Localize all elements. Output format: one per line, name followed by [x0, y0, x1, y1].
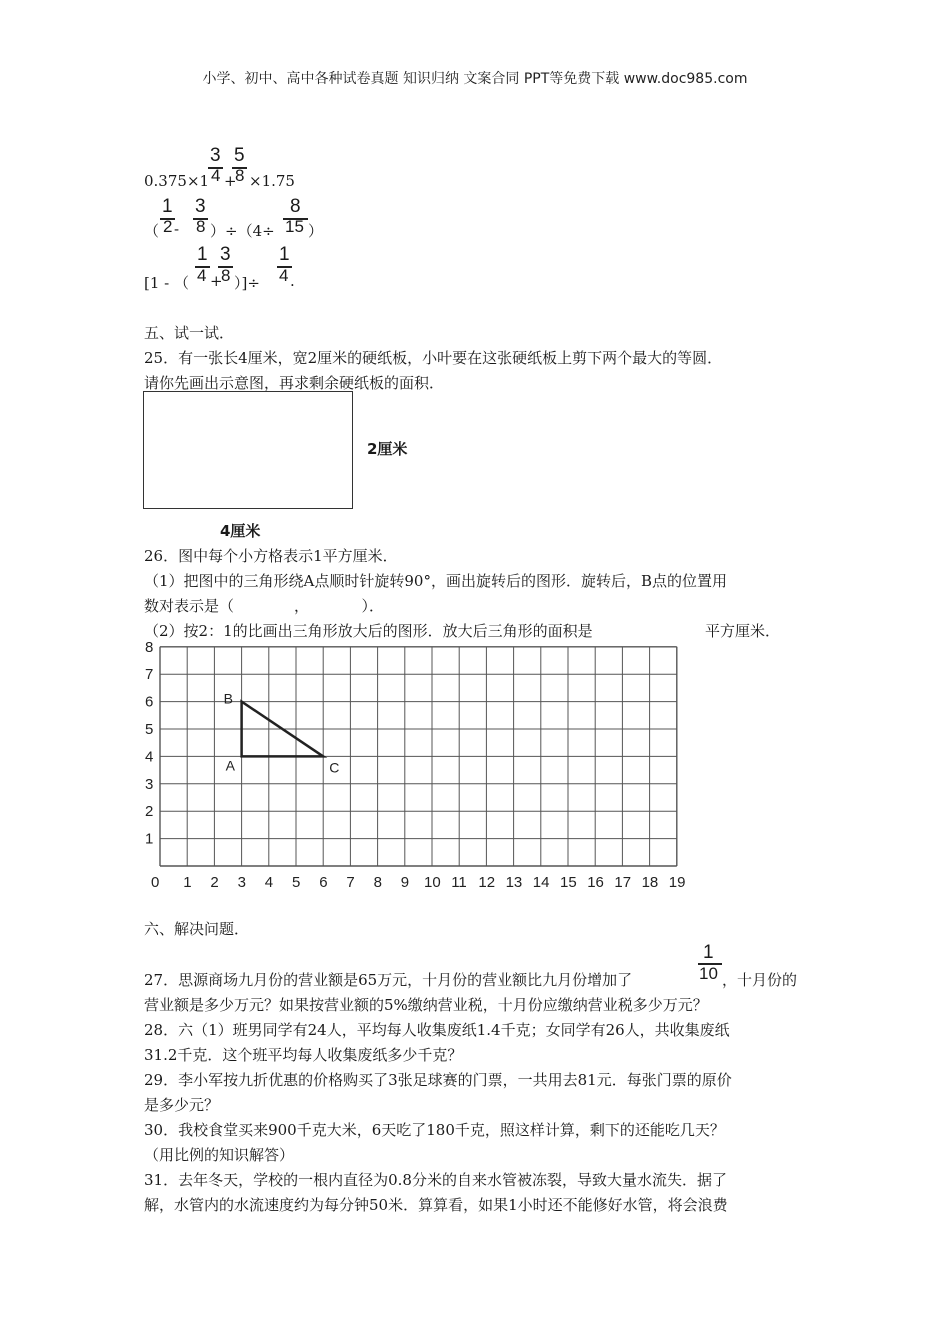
frac-numerator: 8 — [290, 196, 301, 217]
section-title: 五、试一试． — [144, 324, 235, 342]
x-tick-label: 1 — [183, 874, 192, 891]
x-tick-label: 18 — [641, 874, 659, 891]
question-26-part-1-line-1: （1）把图中的三角形绕A点顺时针旋转90°，画出旋转后的图形．旋转后，B点的位置用 — [144, 572, 727, 590]
x-tick-label: 16 — [587, 874, 604, 891]
y-tick-label: 8 — [145, 638, 154, 656]
x-tick-label: 9 — [400, 874, 410, 891]
question-31-line-1: 31．去年冬天，学校的一根内直径为0.8分米的自来水管被冻裂，导致大量水流失．据了 — [144, 1171, 727, 1189]
x-tick-label: 4 — [264, 874, 274, 891]
rectangle-width-label: 4厘米 — [220, 522, 261, 540]
question-26-line-1: 26．图中每个小方格表示1平方厘米． — [144, 547, 398, 565]
question-29-line-1: 29．李小军按九折优惠的价格购买了3张足球赛的门票，一共用去81元．每张门票的原价 — [144, 1071, 732, 1089]
expr-text: ）÷（4÷ — [210, 222, 275, 240]
x-tick-label: 19 — [668, 874, 686, 891]
question-27-line-1: 27．思源商场九月份的营业额是65万元，十月份的营业额比九月份增加了 — [144, 971, 633, 989]
x-tick-label: 11 — [451, 874, 467, 891]
x-tick-label: 8 — [373, 874, 382, 891]
x-tick-label: 2 — [210, 874, 219, 891]
question-25-line-1: 25．有一张长4厘米，宽2厘米的硬纸板，小叶要在这张硬纸板上剪下两个最大的等圆． — [144, 349, 723, 367]
frac-denominator: 15 — [285, 217, 304, 236]
operator: + — [210, 272, 223, 290]
x-tick-label: 7 — [346, 874, 355, 891]
y-tick-label: 4 — [145, 748, 154, 766]
expr-text: ×1.75 — [249, 172, 295, 190]
page-header: 小学、初中、高中各种试卷真题 知识归纳 文案合同 PPT等免费下载 www.doc985.com — [202, 71, 748, 87]
question-25-line-2: 请你先画出示意图，再求剩余硬纸板的面积． — [144, 374, 445, 392]
x-tick-label: 13 — [505, 874, 523, 891]
y-tick-label: 6 — [145, 693, 154, 711]
frac-numerator: 3 — [195, 196, 206, 217]
y-tick-label: 1 — [145, 830, 154, 848]
question-26-part-2: （2）按2：1的比画出三角形放大后的图形．放大后三角形的面积是 — [144, 622, 593, 640]
question-28-line-1: 28．六（1）班男同学有24人，平均每人收集废纸1.4千克；女同学有26人，共收集废纸 — [144, 1021, 730, 1039]
x-tick-label: 5 — [292, 874, 301, 891]
x-tick-label: 17 — [614, 874, 632, 891]
frac-denominator: 8 — [235, 166, 245, 185]
x-tick-label: 0 — [151, 874, 160, 891]
frac-numerator: 5 — [234, 145, 245, 166]
x-tick-label: 6 — [319, 874, 328, 891]
frac-numerator: 3 — [220, 244, 231, 265]
expr-text: [1 - （ — [144, 274, 190, 292]
expr-text: ）]÷ — [234, 274, 260, 292]
frac-denominator: 8 — [221, 266, 231, 285]
rectangle-height-label: 2厘米 — [367, 440, 408, 458]
question-30-line-2: （用比例的知识解答） — [144, 1146, 295, 1164]
y-tick-label: 2 — [145, 803, 154, 821]
frac-denominator: 10 — [699, 964, 718, 983]
frac-denominator: 4 — [197, 266, 207, 285]
x-tick-label: 10 — [424, 874, 441, 891]
frac-numerator: 3 — [210, 145, 221, 166]
y-tick-label: 3 — [145, 775, 154, 793]
paren: ） — [308, 222, 324, 240]
x-tick-label: 12 — [478, 874, 496, 891]
expr-text: 0.375×1 — [144, 172, 210, 190]
point-label-b: B — [223, 690, 233, 707]
question-28-line-2: 31.2千克．这个班平均每人收集废纸多少千克？ — [144, 1046, 463, 1064]
frac-denominator: 2 — [163, 217, 173, 236]
frac-numerator: 1 — [162, 196, 173, 217]
operator: - — [174, 220, 180, 238]
point-label-c: C — [329, 759, 340, 776]
x-tick-label: 14 — [532, 874, 550, 891]
question-31-line-2: 解，水管内的水流速度约为每分钟50米．算算看，如果1小时还不能修好水管，将会浪费 — [144, 1196, 728, 1214]
section-title: 六、解决问题． — [144, 920, 250, 938]
question-27-line-2: 营业额是多少万元？如果按营业额的5%缴纳营业税，十月份应缴纳营业税多少万元？ — [144, 996, 708, 1014]
question-27-line-1-tail: ，十月份的 — [722, 971, 798, 989]
question-26-part-1-line-2: 数对表示是（ ， ）． — [144, 597, 385, 615]
expr-text: . — [290, 272, 295, 290]
point-label-a: A — [225, 757, 235, 774]
x-tick-label: 3 — [237, 874, 246, 891]
frac-denominator: 4 — [279, 266, 289, 285]
frac-numerator: 1 — [279, 244, 290, 265]
operator: + — [224, 172, 237, 190]
y-tick-label: 7 — [145, 666, 154, 684]
frac-denominator: 8 — [196, 217, 206, 236]
frac-numerator: 1 — [703, 942, 714, 963]
y-tick-label: 5 — [145, 721, 154, 738]
frac-denominator: 4 — [211, 166, 221, 185]
frac-numerator: 1 — [197, 244, 208, 265]
question-29-line-2: 是多少元？ — [144, 1096, 220, 1114]
paren: （ — [144, 222, 160, 240]
x-tick-label: 15 — [560, 874, 577, 891]
question-26-part-2-tail: 平方厘米． — [705, 622, 781, 640]
question-30-line-1: 30．我校食堂买来900千克大米，6天吃了180千克，照这样计算，剩下的还能吃几天？ — [144, 1121, 725, 1139]
